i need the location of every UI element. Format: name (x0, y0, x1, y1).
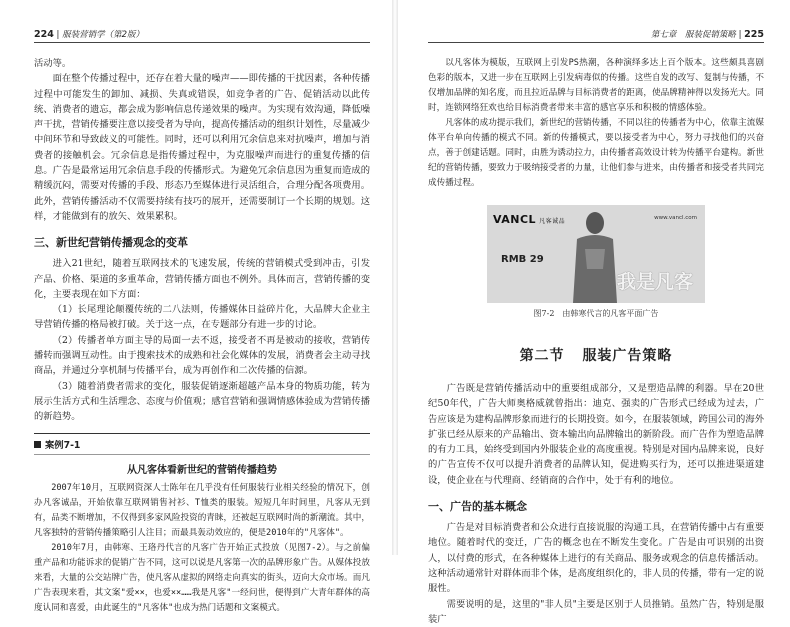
right-page-number: 225 (744, 29, 764, 40)
section-heading: 一、广告的基本概念 (428, 500, 527, 514)
left-page-number: 224 (34, 29, 54, 40)
case-paragraph: 2010年7月，由韩寒、王珞丹代言的凡客广告开始正式投放（见图7-2）。与之前偏重产品和功能诉求的促销广告不同，这可以说是凡客第一次的品牌形象广告。从媒体投放来看，大量的公交站牌广告，使凡客从虚拟的网络走向真实的街头，迈向大众市场。而凡广告表现来看，其文案"爱××，也爱××……我是凡客"一经问世，便得到广大青年群体的高度认同和喜爱，由此诞生的"凡客体"也成为热门话题和文案模式。 (34, 542, 370, 613)
case-paragraph: 凡客体的成功提示我们，新世纪的营销传播，不同以往的传播者为中心，依靠主流媒体平台单向传播的模式不同。新的传播模式，要以接受者为中心，努力寻找他们的兴奋点，善于创建话题。同时，由胜为诱动拉力，由传播者高效设计转为传播平台建构。新世纪的营销传播，要致力于吸纳接受者的力量，让他们参与进来，由传播者和接受者共同完成传播过程。 (428, 118, 764, 188)
paragraph: 进入21世纪，随着互联网技术的飞速发展，传统的营销模式受到冲击，引发产品、价格、渠道的多重革命，营销传播方面也不例外。具体而言，营销传播的变化，主要表现在如下方面： (34, 258, 370, 300)
model-silhouette-icon (567, 209, 623, 303)
paragraph: 广告既是营销传播活动中的重要组成部分，又是塑造品牌的利器。早在20世纪50年代，广告大师奥格威就曾指出：迪克、强卖的广告形式已经成为过去，广告应该是为建构品牌形象而进行的长期投资。如今，在服装领域，跨国公司的海外扩张已经从原来的产品输出、资本输出向品牌输出的新阶段。而广告作为塑造品牌的有力工具，始终受到国内外服装企业的高度重视。特别是对国内品牌来说，良好的广告宣传不仅可以提升消费者的品牌认知，促进购买行为，还可以推进渠道建设，使企业在与代理商、经销商的合作中，处于有利的地位。 (428, 383, 764, 486)
figure-caption: 图7-2 由韩寒代言的凡客平面广告 (533, 309, 659, 318)
vancl-ad-image (487, 205, 705, 303)
section-title (428, 345, 764, 365)
paragraph: 需要说明的是，这里的"非人员"主要是区别于人员推销。虽然广告，特别是服装广 (428, 598, 764, 625)
ad-slogan: 我是凡客 (616, 271, 693, 293)
case-paragraph: 2007年10月，互联网资深人士陈年在几乎没有任何服装行业相关经验的情况下，创办凡客诚品，开始依靠互联网销售衬衫、T恤类的服装。短短几年时间里，凡客从无到有，品类不断增加，不仅得到多家风险投资的青睐，还被起互联网时尚的新潮流。其中，凡客独特的营销传播策略引人注目；而最具轰动效应的，便是2010年的"凡客体"。 (34, 482, 370, 538)
book-title: 服装营销学（第2版） (62, 30, 145, 40)
right-page (398, 0, 790, 625)
square-bullet-icon (34, 441, 41, 448)
figure-7-2 (428, 205, 764, 319)
left-body (34, 56, 370, 616)
right-body (428, 56, 764, 627)
paragraph: （3）随着消费者需求的变化，服装促销逐渐超越产品本身的物质功能，转为展示生活方式和生活理念、态度与价值观；感官营销和强调情感体验成为营销传播的新趋势。 (34, 380, 370, 423)
case-label-bar (34, 433, 370, 455)
case-title: 从凡客体看新世纪的营销传播趋势 (127, 464, 277, 476)
case-body-continued (428, 56, 764, 191)
chapter-title: 第七章 服装促销策略 (650, 30, 736, 40)
case-paragraph: 以凡客体为模版，互联网上引发PS热潮，各种演绎多达上百个版本。这些颇具喜剧色彩的版本，又进一步在互联网上引发病毒似的传播。这些自发的改写、复制与传播，不仅增加品牌的知名度，而且拉近品牌与目标消费者的距离，使品牌精神得以发扬光大。同时，连锁网络狂欢也给目标消费者带来丰富的感官享乐和积极的情感体验。 (428, 58, 764, 113)
ad-url: www.vancl.com (654, 215, 697, 221)
left-running-header: 224 | 服装营销学（第2版） (34, 28, 370, 43)
case-label: 案例7-1 (45, 439, 81, 451)
case-body (34, 481, 370, 616)
section-heading: 三、新世纪营销传播观念的变革 (34, 236, 188, 250)
left-page (0, 0, 392, 613)
ad-price: RMB 29 (501, 254, 544, 265)
right-running-header: 第七章 服装促销策略 | 225 (428, 28, 764, 43)
section-number: 第二节 (519, 348, 565, 364)
paragraph: 面在整个传播过程中，还存在着大量的噪声——即传播的干扰因素，各种传播过程中可能发生的卸加、减损、失真或错误，如竞争者的广告、促销活动以此传统、消费者的遗忘，都会成为影响信息传递效果的噪声。为实现有效沟通，降低噪声干扰，营销传播要注意以接受者为导向，提高传播活动的组织计划性，尽量减少中间环节和导致歧义的可能性。同时，还可以利用冗余信息来对抗噪声，增加与消费者的接触机会。冗余信息是指传播过程中，为克服噪声而进行的重复传播的信息。广告是最常运用冗余信息手段的传播形式。为避免冗余信息因为重复而造成的精缓沉闷，需要对传播的手段、形态乃至媒体进行灵活组合，合理分配各项费用。此外，营销传播活动不仅需要持续有技巧的展开，还需要制订一个长期的规划。这样，才能做到有的放矢、效果累积。 (34, 73, 370, 222)
paragraph: 活动等。 (34, 58, 72, 69)
section-name: 服装广告策略 (582, 348, 673, 364)
vancl-logo: VANCL 凡客诚品 (493, 213, 566, 226)
paragraph: （2）传播者单方面主导的局面一去不返，接受者不再是被动的接收，营销传播转而强调互动性。由于搜索技术的成熟和社会化媒体的发展，消费者会主动寻找商品，并通过分享机制与传播平台，成为再创作和二次传播的信源。 (34, 334, 370, 377)
paragraph: （1）长尾理论颠覆传统的二八法则，传播媒体日益碎片化，大品牌大企业主导营销传播的格局被打破。关于这一点，在专题部分有进一步的讨论。 (34, 304, 370, 331)
paragraph: 广告是对目标消费者和公众进行直接说服的沟通工具，在营销传播中占有重要地位。随着时代的变迁，广告的概念也在不断发生变化。广告是由可识别的出资人，以付费的形式，在各种媒体上进行的有关商品、服务或观念的信息传播活动。这种活动通常针对群体而非个体，是高度组织化的，非人员的传播，带有一定的说服性。 (428, 522, 764, 595)
